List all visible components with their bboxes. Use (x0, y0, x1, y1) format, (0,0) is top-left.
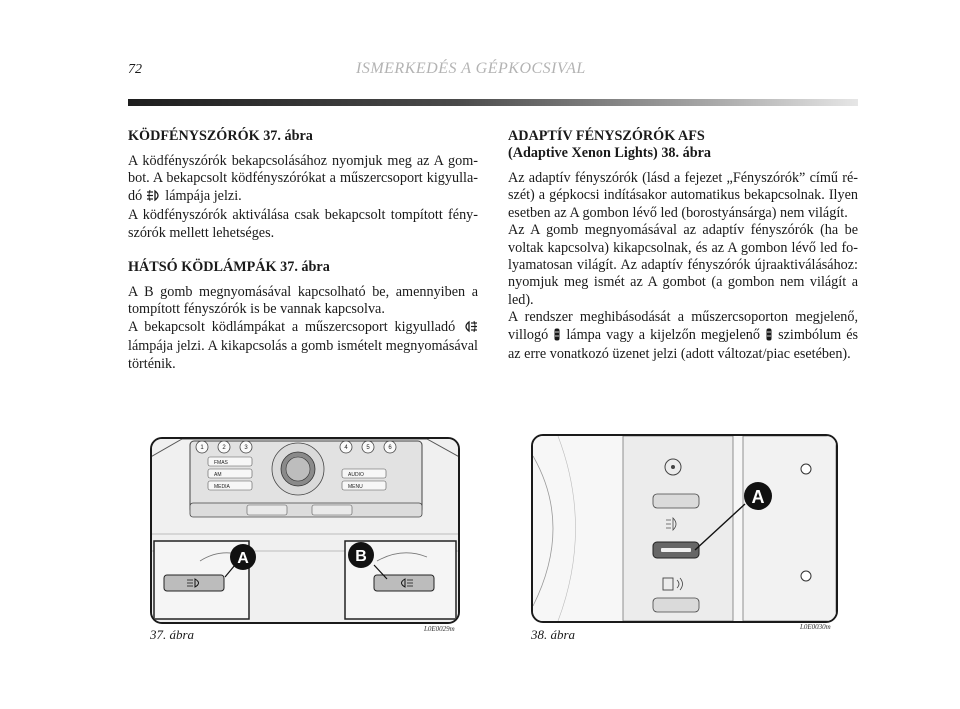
rear-fog-light-icon (462, 320, 478, 338)
preset-1: 1 (200, 445, 204, 451)
afs-button (653, 542, 699, 558)
afs-display-symbol-icon (765, 328, 773, 346)
afs-title-line-1: ADAPTÍV FÉNYSZÓRÓK AFS (508, 128, 705, 144)
callout-b-label: B (355, 548, 367, 565)
figure-37-illustration (152, 439, 458, 622)
callout-a-fig38 (744, 482, 772, 510)
rear-fog-lights-paragraph-1: A B gomb megnyomásával kapcsolható be, amennyiben a tompított fényszórók is be vannak kapcsolva. (128, 284, 478, 318)
afs-title (508, 128, 858, 162)
rear-fog-button (374, 575, 434, 591)
afs-paragraph-1: Az adaptív fényszórók (lásd a fejezet „Fényszórók” című részét) a gépkocsi indításakor automatikus bekapcsolnak. Ilyen esetben az A gombon lévő led (borostyánsárga) nem világít. (508, 170, 858, 221)
am-label: AM (214, 472, 222, 478)
afs-text-c: szimbólum és az erre vonatkozó üzenet jelzi (adott változat/piac esetében). (508, 326, 859, 363)
figure-38-switch-panel (531, 434, 838, 623)
right-column (508, 128, 858, 363)
figure-38-illustration (533, 436, 836, 621)
afs-title-line-2: (Adaptive Xenon Lights) 38. ábra (508, 145, 711, 161)
figure-37-dashboard (150, 437, 460, 624)
preset-6: 6 (388, 445, 392, 451)
fog-lights-text-b: lámpája jelzi. (165, 187, 242, 204)
preset-2: 2 (222, 445, 226, 451)
afs-text-a: A rendszer meghibásodását a műszercsoporton megjelenő, villogó (508, 309, 858, 343)
preset-3: 3 (244, 445, 248, 451)
callout-b-fig37 (348, 542, 374, 568)
preset-4: 4 (344, 445, 348, 451)
figure-38-code: L0E0030m (800, 623, 831, 631)
afs-paragraph-3 (508, 309, 858, 363)
rear-fog-lights-paragraph-2 (128, 319, 478, 373)
front-fog-button (164, 575, 224, 591)
menu-label: MENU (348, 484, 363, 490)
media-label: MEDIA (214, 484, 230, 490)
radio-knob (272, 443, 324, 495)
fog-lights-title: KÖDFÉNYSZÓRÓK 37. ábra (128, 128, 313, 144)
fog-lights-paragraph-2: A ködfényszórók aktiválása csak bekapcsolt tompított fényszórók mellett lehetséges. (128, 207, 478, 241)
afs-text-b: lámpa vagy a kijelzőn megjelenő (566, 326, 760, 343)
rear-fog-text-a: A bekapcsolt ködlámpákat a műszercsoport kigyulladó (128, 318, 456, 335)
page-number: 72 (128, 62, 142, 77)
audio-label: AUDIO (348, 472, 364, 478)
rear-fog-text-b: lámpája jelzi. A kikapcsolás a gomb ismételt megnyomásával történik. (128, 338, 478, 372)
header-rule (128, 99, 858, 106)
fog-lights-paragraph-1 (128, 153, 478, 207)
left-column (128, 128, 478, 373)
callout-a-label-fig38: A (751, 487, 765, 507)
rear-fog-lights-title: HÁTSÓ KÖDLÁMPÁK 37. ábra (128, 259, 330, 276)
front-fog-light-icon (146, 189, 162, 207)
fm-label: FMAS (214, 460, 228, 466)
callout-a-fig37 (230, 544, 256, 570)
preset-5: 5 (366, 445, 370, 451)
fog-lights-text-a: A ködfényszórók bekapcsolásához nyomjuk meg az A gombot. A bekapcsolt ködfényszórókat a műszercsoport kigyulladó (128, 153, 478, 204)
afs-warning-icon (553, 328, 561, 346)
figure-37-code: L0E0029m (424, 625, 455, 633)
figure-37-caption: 37. ábra (150, 627, 195, 642)
callout-a-label: A (237, 550, 249, 567)
running-title: ISMERKEDÉS A GÉPKOCSIVAL (356, 60, 586, 77)
afs-paragraph-2: Az A gomb megnyomásával az adaptív fényszórók (ha be voltak kapcsolva) kikapcsolnak, és az A gombon lévő led folyamatosan világít. Az adaptív fényszórók újraaktiválásához: nyomjuk meg ismét az A gombot (a gombon nem világít a led). (508, 222, 858, 308)
figure-38-caption: 38. ábra (531, 627, 576, 642)
